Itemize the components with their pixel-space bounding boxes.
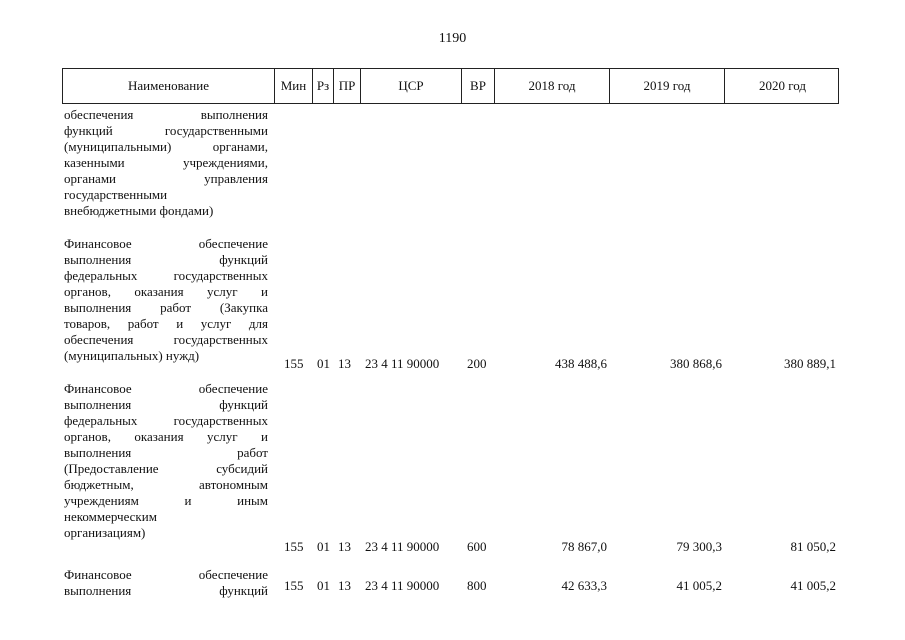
cell-min: 155: [284, 356, 304, 371]
cell-csr: 23 4 11 90000: [365, 578, 440, 593]
cell-2020: 41 005,2: [790, 578, 836, 593]
cell-rz: 01: [317, 539, 330, 554]
row-name-line: органов, оказания услуг и: [64, 429, 268, 444]
cell-pr: 13: [338, 539, 351, 554]
table-row-name: [64, 567, 268, 599]
header-pr: ПР: [333, 69, 360, 103]
cell-vr: 800: [467, 578, 487, 593]
row-name-line: (муниципальными) органами,: [64, 139, 268, 154]
header-csr: ЦСР: [360, 69, 461, 103]
cell-2020: 380 889,1: [784, 356, 836, 371]
cell-rz: 01: [317, 578, 330, 593]
cell-2019: 79 300,3: [676, 539, 722, 554]
cell-rz: 01: [317, 356, 330, 371]
header-name: Наименование: [128, 78, 209, 93]
row-name-line: обеспечения выполнения: [64, 107, 268, 122]
row-name-line: некоммерческим: [64, 509, 157, 524]
cell-2018: 438 488,6: [555, 356, 607, 371]
row-name-line: товаров, работ и услуг для: [64, 316, 268, 331]
row-name-line: (Предоставление субсидий: [64, 461, 268, 476]
row-name-line: федеральных государственных: [64, 413, 268, 428]
header-min: Мин: [274, 69, 312, 103]
row-name-line: выполнения функций: [64, 252, 268, 267]
table-row-name: [64, 236, 268, 364]
row-name-line: бюджетным, автономным: [64, 477, 268, 492]
cell-2018: 42 633,3: [561, 578, 607, 593]
row-name-line: выполнения работ: [64, 445, 268, 460]
page-number: 1190: [438, 31, 467, 46]
table-header: [62, 68, 839, 104]
cell-2018: 78 867,0: [561, 539, 607, 554]
header-vr: ВР: [461, 69, 494, 103]
row-name-line: функций государственными: [64, 123, 268, 138]
row-name-line: обеспечения государственных: [64, 332, 268, 347]
row-name-line: внебюджетными фондами): [64, 203, 214, 218]
cell-vr: 200: [467, 356, 487, 371]
header-2018: 2018 год: [494, 69, 609, 103]
row-name-line: Финансовое обеспечение: [64, 236, 268, 251]
cell-csr: 23 4 11 90000: [365, 539, 440, 554]
row-name-line: государственными: [64, 187, 168, 202]
header-2019: 2019 год: [609, 69, 724, 103]
row-name-line: учреждениям и иным: [64, 493, 268, 508]
table-row-name: [64, 381, 268, 541]
cell-2020: 81 050,2: [790, 539, 836, 554]
cell-min: 155: [284, 539, 304, 554]
header-rz: Рз: [312, 69, 333, 103]
cell-2019: 380 868,6: [670, 356, 722, 371]
row-name-line: Финансовое обеспечение: [64, 567, 268, 582]
cell-vr: 600: [467, 539, 487, 554]
cell-2019: 41 005,2: [676, 578, 722, 593]
row-name-line: выполнения функций: [64, 397, 268, 412]
header-2020: 2020 год: [724, 69, 840, 103]
cell-csr: 23 4 11 90000: [365, 356, 440, 371]
row-name-line: Финансовое обеспечение: [64, 381, 268, 396]
row-name-line: выполнения работ (Закупка: [64, 300, 268, 315]
table-row-continuation: [64, 107, 268, 219]
row-name-line: организациям): [64, 525, 146, 540]
row-name-line: (муниципальных) нужд): [64, 348, 200, 363]
cell-min: 155: [284, 578, 304, 593]
row-name-line: федеральных государственных: [64, 268, 268, 283]
row-name-line: органами управления: [64, 171, 268, 186]
cell-pr: 13: [338, 578, 351, 593]
row-name-line: выполнения функций: [64, 583, 268, 598]
row-name-line: органов, оказания услуг и: [64, 284, 268, 299]
cell-pr: 13: [338, 356, 351, 371]
row-name-line: казенными учреждениями,: [64, 155, 268, 170]
